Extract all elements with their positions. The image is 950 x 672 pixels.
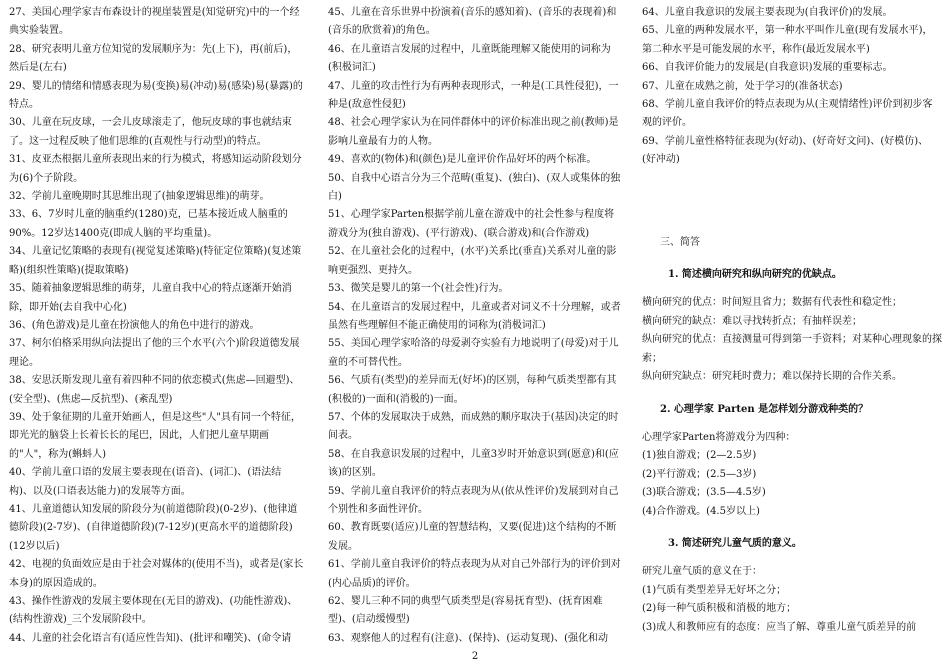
fill-item-59: 59、学前儿童自我评价的特点表现为从(依从性评价)发展到对自己个别性和多面性评价。 <box>328 485 619 515</box>
fill-item-56: 56、气质有(类型)的差异而无(好坏)的区别，每种气质类型都有其(积极的)一面和(消极的)一面。 <box>328 375 617 405</box>
fill-item-49: 49、喜欢的(物体)和(颜色)是儿童评价作品好坏的两个标准。 <box>328 154 597 166</box>
fill-item-37: 37、柯尔伯格采用纵向法提出了他的三个水平(六个)阶段道德发展理论。 <box>9 338 300 368</box>
fill-item-55: 55、美国心理学家哈洛的母爱剥夺实验有力地说明了(母爱)对于儿童的不可替代性。 <box>328 338 619 368</box>
answer-2-line: (2)平行游戏；(2.5—3岁) <box>642 468 757 480</box>
fill-item-52: 52、在儿童社会化的过程中，(水平)关系比(垂直)关系对儿童的影响更强烈、更持久。 <box>328 246 617 276</box>
answer-1-line: 横向研究的缺点：难以寻找转折点；有抽样误差； <box>642 315 862 327</box>
answer-3-line: (2)每一种气质积极和消极的地方； <box>642 603 797 615</box>
fill-item-44: 44、儿童的社会化语言有(适应性告知)、(批评和嘲笑)、(命令请 <box>9 632 292 644</box>
blank-space <box>642 170 942 234</box>
fill-item-57: 57、个体的发展取决于成熟，而成熟的顺序取决于(基因)决定的时间表。 <box>328 411 619 442</box>
fill-item-36: 36、(角色游戏)是儿童在扮演他人的角色中进行的游戏。 <box>9 319 260 331</box>
fill-item-33: 33、6、7岁时儿童的脑重约(1280)克，已基本接近成人脑重的90%。12岁达1400克(即成人脑的平均重量)。 <box>9 209 288 239</box>
fill-item-35: 35、随着抽象逻辑思维的萌芽，儿童自我中心的特点逐渐开始消除，即开始(去自我中心化) <box>9 283 292 313</box>
fill-item-58: 58、在自我意识发展的过程中，儿童3岁时开始意识到(愿意)和(应该)的区别。 <box>328 448 619 479</box>
fill-item-27: 27、美国心理学家吉布森设计的视崖装置是(知觉研究)中的一个经典实验装置。 <box>9 7 300 37</box>
column-left <box>9 4 305 644</box>
column-right <box>642 4 942 644</box>
answer-1-line: 纵向研究的优点：直接测量可得到第一手资料；对某种心理现象的探索； <box>642 334 942 364</box>
fill-item-69: 69、学前儿童性格特征表现为(好动)、(好奇好文问)、(好模仿)、(好冲动) <box>642 135 929 166</box>
fill-item-64: 64、儿童自我意识的发展主要表现为(自我评价)的发展。 <box>642 7 893 18</box>
page-number: 2 <box>471 651 479 662</box>
fill-item-50: 50、自我中心语言分为三个范畴(重复)、(独白)、(双人或集体的独白) <box>328 172 621 203</box>
section-title: 三、简答 <box>660 236 700 248</box>
fill-item-61: 61、学前儿童自我评价的特点表现为从对自己外部行为的评价到对(内心品质)的评价。 <box>328 559 621 589</box>
question-2-title: 2. 心理学家 Parten 是怎样划分游戏种类的？ <box>660 403 869 415</box>
answer-3-line: (3)成人和教师应有的态度：应当了解、尊重儿童气质差异的前 <box>642 621 917 633</box>
fill-item-39: 39、处于象征期的儿童开始画人，但是这些"人"具有同一个特征，即光光的脑袋上长着长长的尾巴，因此，人们把儿童早期画的"人"，称为(蝌蚪人) <box>9 411 301 460</box>
fill-item-45: 45、儿童在音乐世界中扮演着(音乐的感知着)、(音乐的表现着)和(音乐的欣赏着)的角色。 <box>328 7 617 37</box>
fill-item-47: 47、儿童的攻击性行为有两种表现形式，一种是(工具性侵犯)，一种是(敌意性侵犯) <box>328 80 619 111</box>
fill-item-66: 66、自我评价能力的发展是(自我意识)发展的重要标志。 <box>642 62 893 74</box>
answer-1-line: 横向研究的优点：时间短且省力；数据有代表性和稳定性； <box>642 297 902 309</box>
fill-item-41: 41、儿童道德认知发展的阶段分为(前道德阶段)(0-2岁)、(他律道德阶段)(2-7岁)、(自律道德阶段)(7-12岁)(更高水平的道德阶段)(12岁以后) <box>9 503 298 552</box>
fill-item-38: 38、安思沃斯发现儿童有着四种不同的依恋模式(焦虑—回避型)、(安全型)、(焦虑—反抗型)、(紊乱型) <box>9 375 300 405</box>
answer-2-line: (1)独自游戏；(2—2.5岁) <box>642 450 757 462</box>
fill-item-43: 43、操作性游戏的发展主要体现在(无目的游戏)、(功能性游戏)、(结构性游戏)_三个发展阶段中。 <box>9 596 298 626</box>
fill-item-48: 48、社会心理学家认为在同伴群体中的评价标准出现之前(教师)是影响儿童最有力的人物。 <box>328 117 619 147</box>
fill-item-62: 62、婴儿三种不同的典型气质类型是(容易抚育型)、(抚育困难型)、(启动缓慢型) <box>328 596 603 626</box>
fill-item-34: 34、儿童记忆策略的表现有(视觉复述策略)(特征定位策略)(复述策略)(组织性策略)(提取策略) <box>9 246 302 276</box>
fill-item-46: 46、在儿童语言发展的过程中，儿童既能理解又能使用的词称为(积极词汇) <box>328 43 611 74</box>
fill-item-54: 54、在儿童语言的发展过程中，儿童或者对词义不十分理解，或者虽然有些理解但不能正确使用的词称为(消极词汇) <box>328 301 621 331</box>
fill-item-67: 67、儿童在成熟之前，处于学习的(准备状态) <box>642 80 843 92</box>
fill-item-42: 42、电视的负面效应是由于社会对媒体的(使用不当)，或者是(家长本身)的原因造成的。 <box>9 559 304 589</box>
fill-item-53: 53、微笑是婴儿的第一个(社会性)行为。 <box>328 283 509 295</box>
fill-item-60: 60、教育既要(适应)儿童的智慧结构，又要(促进)这个结构的不断发展。 <box>328 522 617 552</box>
answer-2-line: (4)合作游戏。(4.5岁以上) <box>642 505 760 517</box>
answer-3-line: (1)气质有类型差异无好坏之分； <box>642 584 787 596</box>
fill-item-40: 40、学前儿童口语的发展主要表现在(语音)、(词汇)、(语法结构)、以及(口语表达能力)的发展等方面。 <box>9 467 282 497</box>
answer-2-line: 心理学家Parten将游戏分为四种： <box>642 431 796 443</box>
fill-item-68: 68、学前儿童自我评价的特点表现为从(主观情绪性)评价到初步客观的评价。 <box>642 99 933 129</box>
answer-2-line: (3)联合游戏；(3.5—4.5岁) <box>642 487 766 499</box>
fill-item-28: 28、研究表明儿童方位知觉的发展顺序为：先(上下)，再(前后)，然后是(左右) <box>9 43 298 74</box>
fill-item-63: 63、观察他人的过程有(注意)、(保持)、(运动复现)、(强化和动 <box>328 632 609 644</box>
fill-item-51: 51、心理学家Parten根据学前儿童在游戏中的社会性参与程度将游戏分为(独自游戏)、(平行游戏)、(联合游戏)和(合作游戏) <box>328 209 615 239</box>
answer-3-line: 研究儿童气质的意义在于： <box>642 566 762 578</box>
fill-item-31: 31、皮亚杰根据儿童所表现出来的行为模式，将感知运动阶段划分为(6)个子阶段。 <box>9 154 302 184</box>
fill-item-30: 30、儿童在玩皮球，一会儿皮球滚走了，他玩皮球的事也就结束了。这一过程反映了他们思维的(直观性与行动型)的特点。 <box>9 117 292 147</box>
fill-item-32: 32、学前儿童晚期时其思维出现了(抽象逻辑思维)的萌芽。 <box>9 191 270 203</box>
column-middle <box>328 4 624 644</box>
answer-1-line: 纵向研究缺点：研究耗时费力；难以保持长期的合作关系。 <box>642 371 902 383</box>
fill-item-65: 65、儿童的两种发展水平，第一种水平叫作儿童(现有发展水平)，第二种水平是可能发展的水平，称作(最近发展水平) <box>642 25 933 55</box>
fill-item-29: 29、婴儿的情绪和情感表现为易(变换)易(冲动)易(感染)易(暴露)的特点。 <box>9 80 303 111</box>
question-1-title: 1. 简述横向研究和纵向研究的优缺点。 <box>668 269 842 281</box>
question-3-title: 3. 简述研究儿童气质的意义。 <box>668 537 802 549</box>
